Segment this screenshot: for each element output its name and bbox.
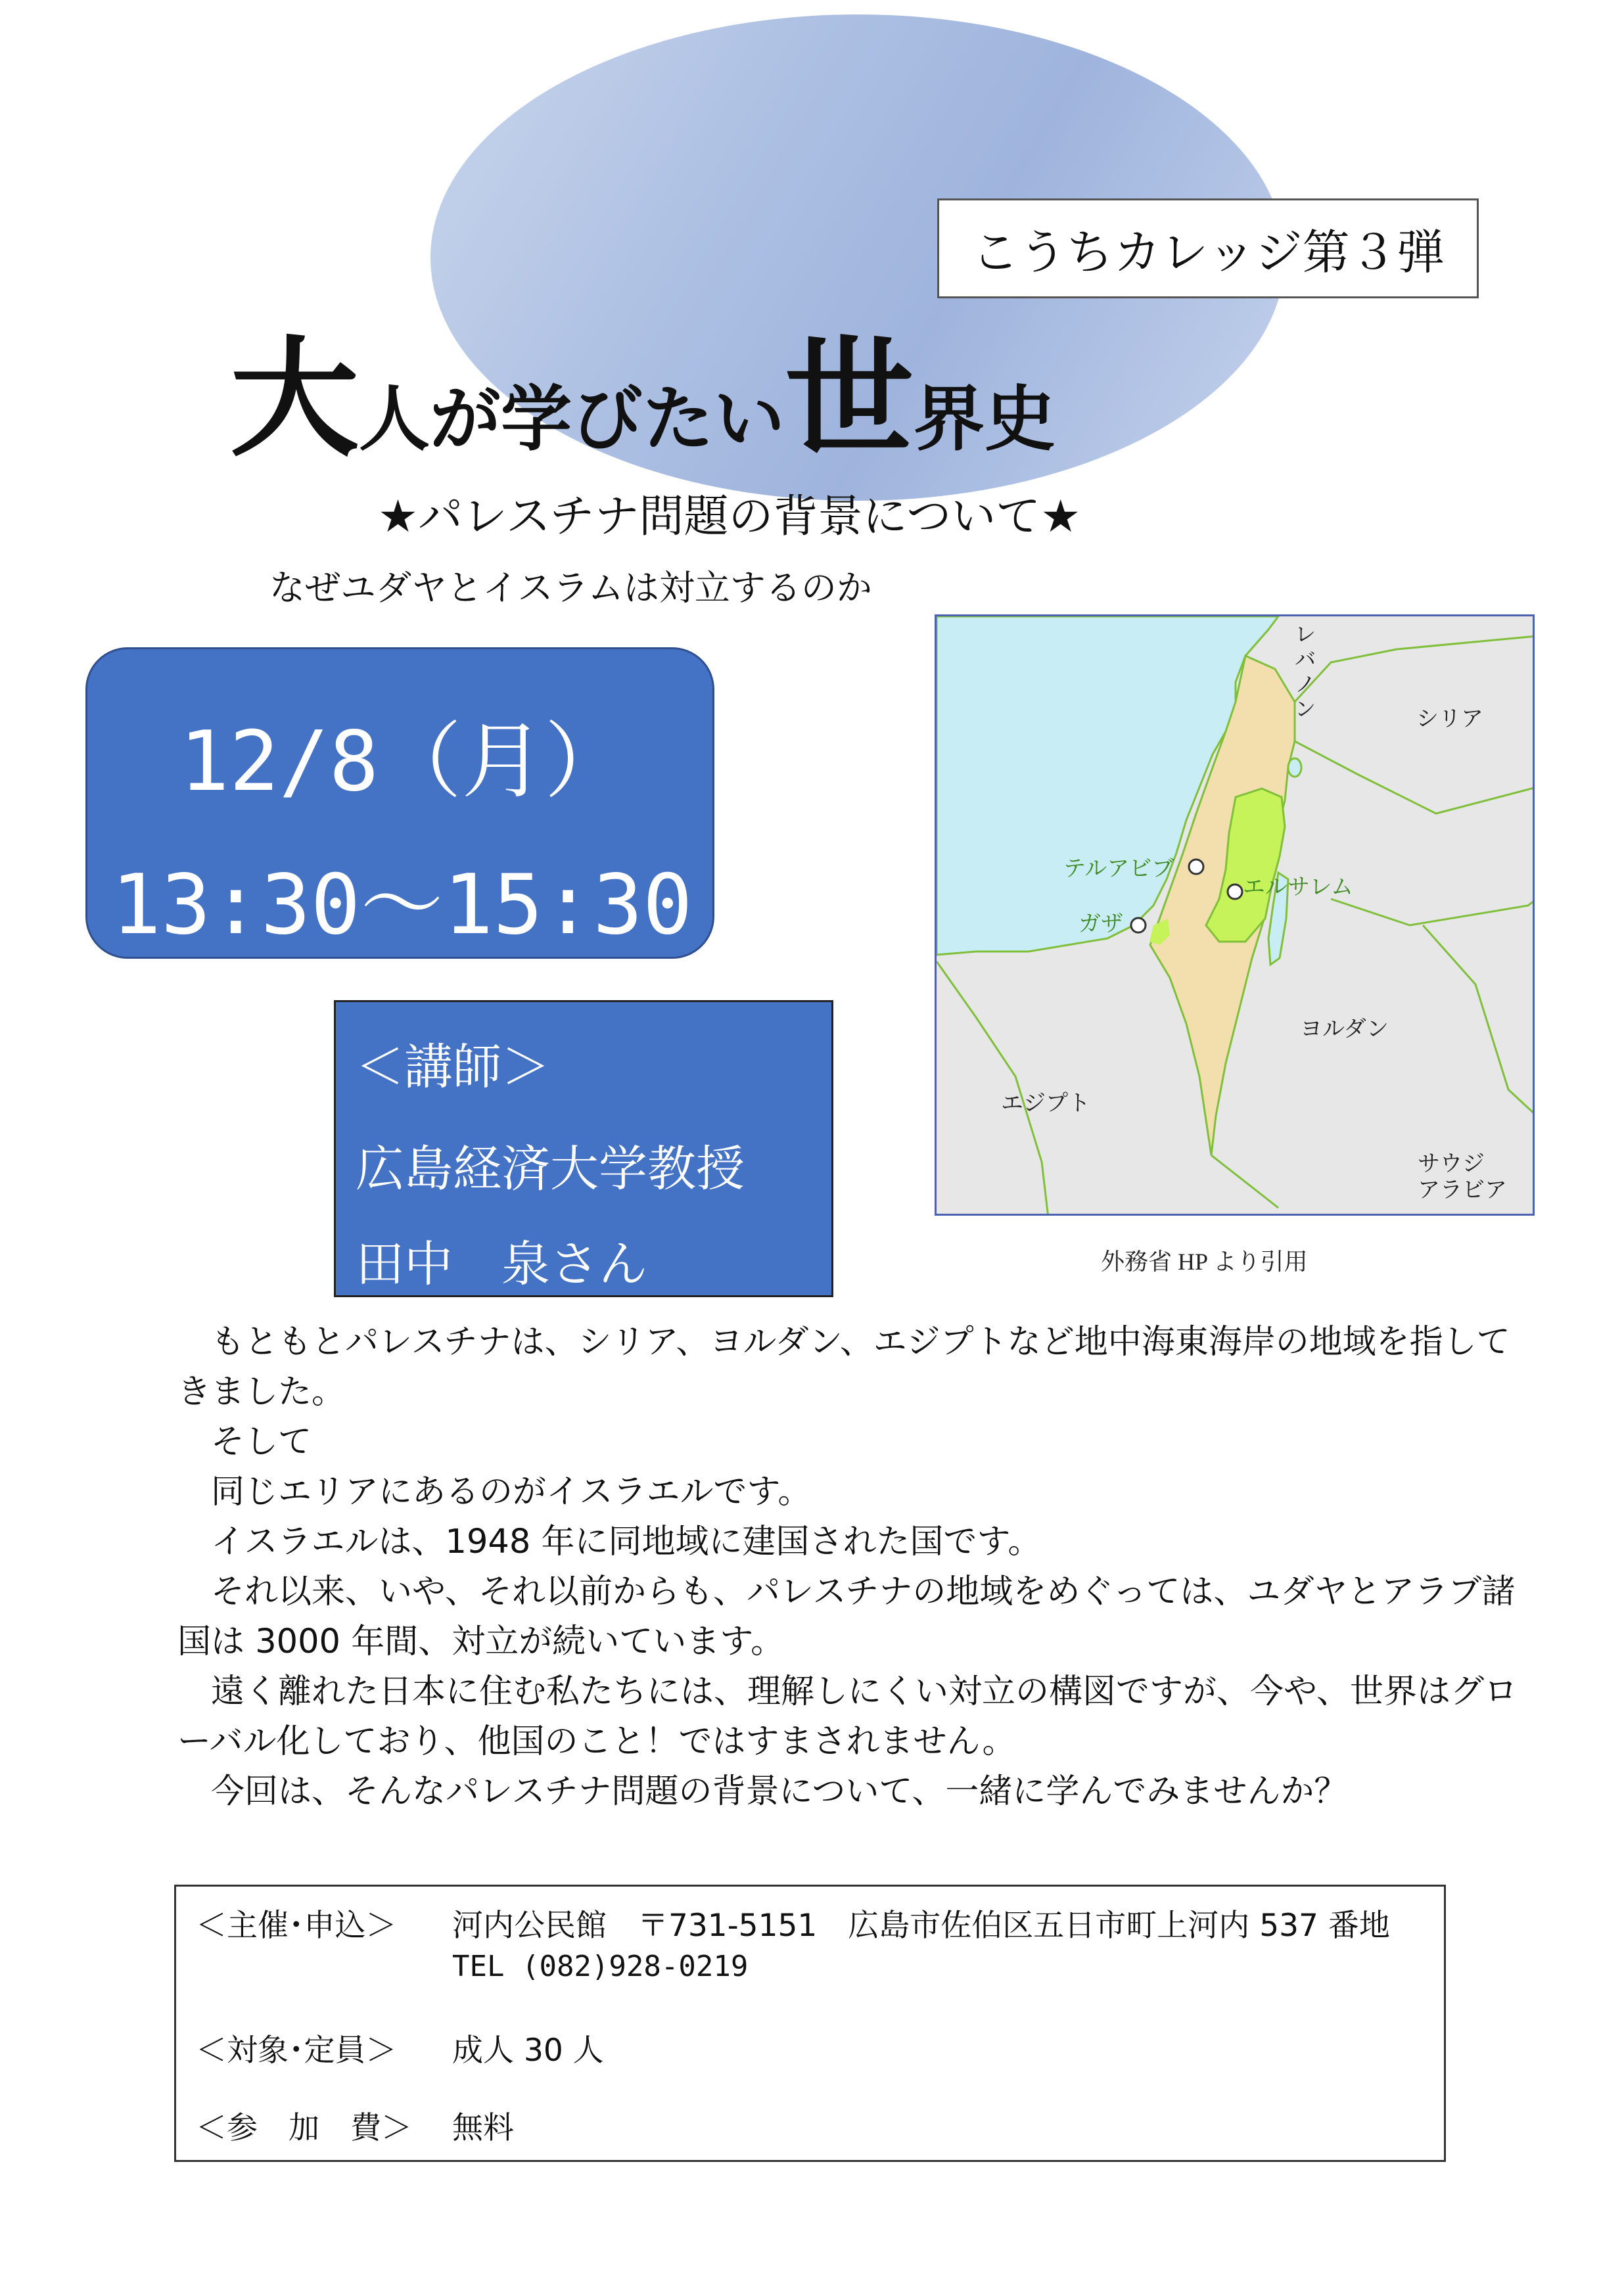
gaza-dot xyxy=(1131,918,1146,932)
map-label-syria: シリア xyxy=(1416,706,1483,732)
series-label-box xyxy=(937,198,1479,298)
map-label-gaza: ガザ xyxy=(1079,911,1123,937)
info-box xyxy=(174,1885,1446,2162)
title-part-1: 大 xyxy=(230,325,360,474)
body-line: きました。 xyxy=(177,1373,346,1412)
lecturer-name: 田中 泉さん xyxy=(356,1236,647,1293)
body-line: 同じエリアにあるのがイスラエルです。 xyxy=(177,1473,812,1511)
target-value: 成人 30 人 xyxy=(452,2032,604,2069)
map-credit: 外務省 HP より引用 xyxy=(1101,1249,1308,1275)
fee-value: 無料 xyxy=(452,2110,514,2146)
map-label-saudi-2: アラビア xyxy=(1418,1177,1507,1203)
map-label-jordan: ヨルダン xyxy=(1300,1016,1389,1042)
body-line: ーバル化しており、他国のこと！ではすまされません。 xyxy=(177,1722,1016,1761)
lead-question: なぜユダヤとイスラムは対立するのか xyxy=(269,567,872,608)
body-line: 今回は、そんなパレスチナ問題の背景について、一緒に学んでみませんか？ xyxy=(177,1772,1348,1811)
event-date: 12/8（月） xyxy=(179,713,628,810)
schedule-box xyxy=(85,647,714,959)
map-label-egypt: エジプト xyxy=(1001,1090,1090,1116)
organizer-label: ＜主催･申込＞ xyxy=(196,1908,397,1944)
tel-aviv-dot xyxy=(1189,860,1203,874)
map-label-lebanon: レバノン xyxy=(1295,622,1316,722)
page-title xyxy=(230,296,1056,481)
map-lake-galilee xyxy=(1288,758,1301,777)
region-map xyxy=(935,614,1535,1216)
body-line: もともとパレスチナは、シリア、ヨルダン、エジプトなど地中海東海岸の地域を指して xyxy=(177,1323,1510,1362)
body-line: そして xyxy=(177,1423,312,1461)
title-part-3: 世 xyxy=(785,325,914,474)
body-text xyxy=(177,1318,1518,1817)
body-line: それ以来、いや、それ以前からも、パレスチナの地域をめぐっては、ユダヤとアラブ諸 xyxy=(177,1573,1516,1611)
fee-label: ＜参 加 費＞ xyxy=(196,2110,412,2146)
map-label-saudi-1: サウジ xyxy=(1418,1151,1485,1177)
body-line: 遠く離れた日本に住む私たちには、理解しにくい対立の構図ですが、今や、世界はグロ xyxy=(177,1672,1518,1711)
organizer-value: 河内公民館 〒731-5151 広島市佐伯区五日市町上河内 537 番地 xyxy=(452,1908,1390,1944)
map-label-tel-aviv: テルアビブ xyxy=(1063,856,1174,882)
title-part-2: 人が学びたい xyxy=(359,379,785,461)
subtitle: ★パレスチナ問題の背景について★ xyxy=(378,491,1081,543)
series-label: こうちカレッジ第３弾 xyxy=(971,225,1445,280)
target-label: ＜対象･定員＞ xyxy=(196,2032,397,2069)
lecturer-heading: ＜講師＞ xyxy=(356,1039,550,1095)
jerusalem-dot xyxy=(1228,884,1242,899)
body-line: イスラエルは、1948 年に同地域に建国された国です。 xyxy=(177,1523,1042,1561)
lecturer-box xyxy=(334,1000,833,1297)
map-label-jerusalem: エルサレム xyxy=(1243,874,1353,900)
organizer-tel: TEL (082)928-0219 xyxy=(452,1950,749,1983)
body-line: 国は 3000 年間、対立が続いています。 xyxy=(177,1622,785,1661)
event-time: 13:30～15:30 xyxy=(111,856,693,953)
lecturer-affiliation: 広島経済大学教授 xyxy=(356,1141,745,1197)
title-part-4: 界史 xyxy=(914,379,1056,461)
